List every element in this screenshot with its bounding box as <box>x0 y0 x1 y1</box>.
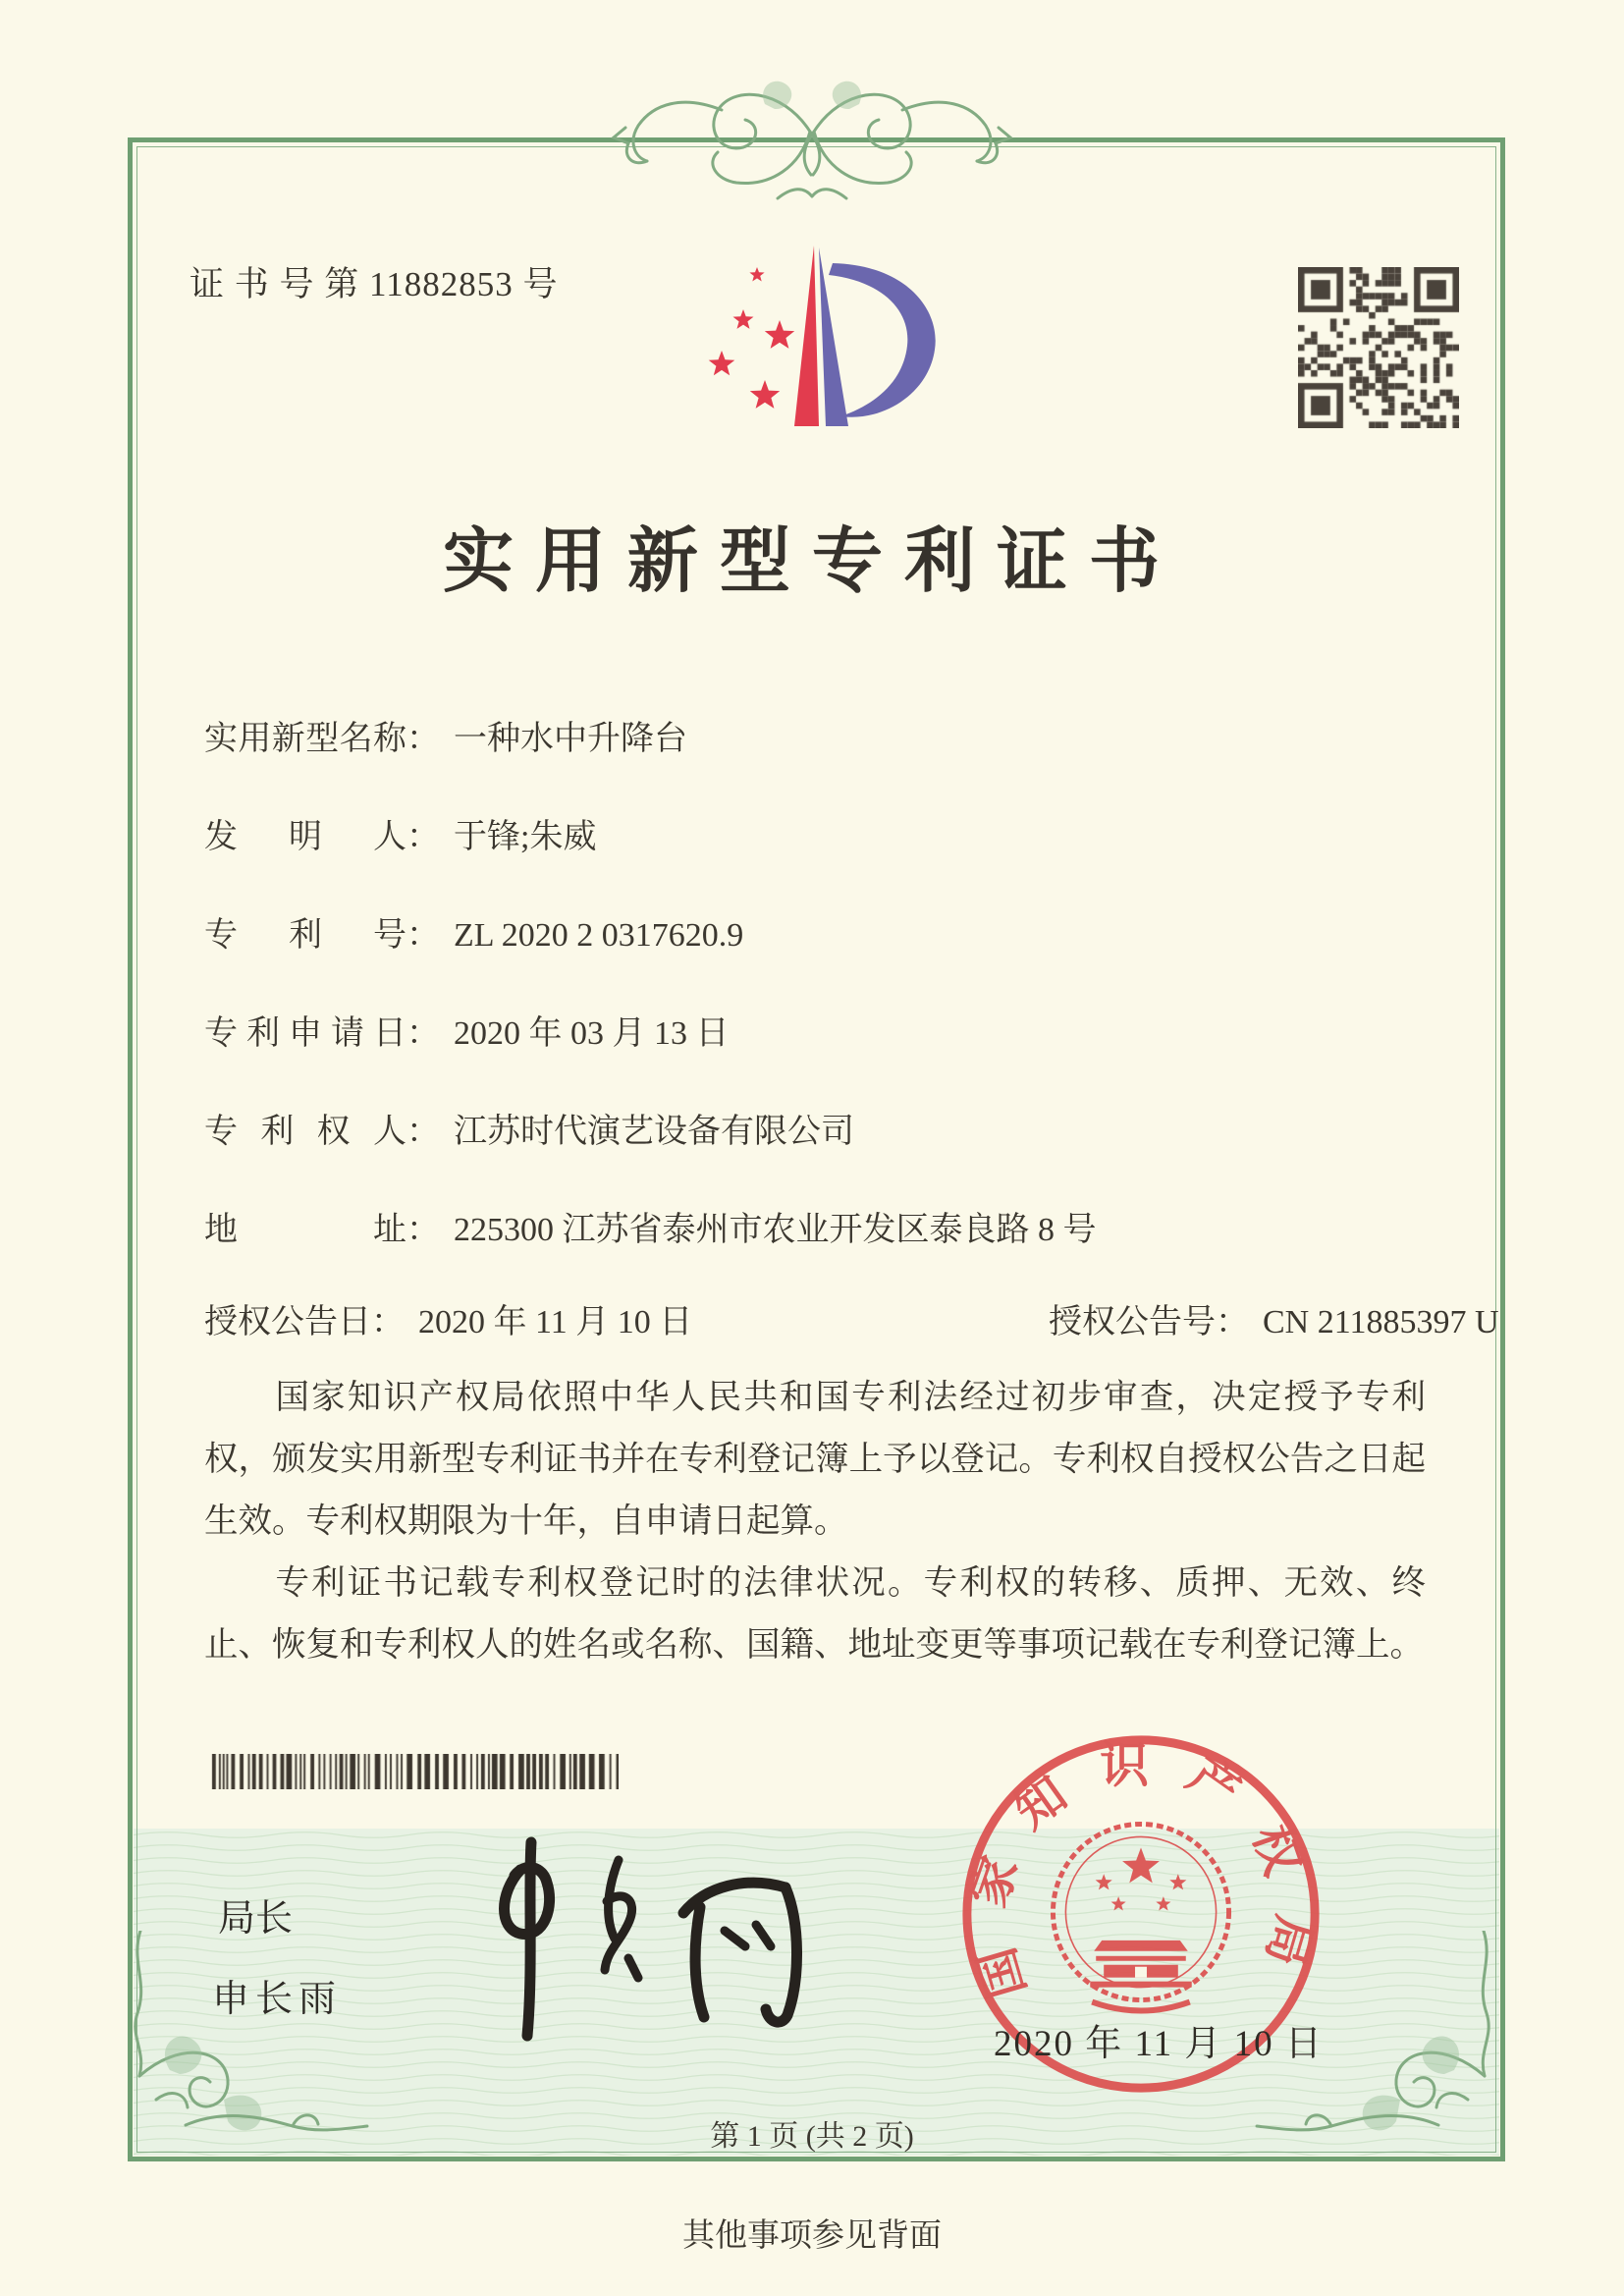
legal-text-block <box>204 1367 1426 1676</box>
qr-code <box>1298 267 1459 428</box>
commissioner-name: 申长雨 <box>212 1979 343 2020</box>
grant-date-label: 授权公告日 <box>204 1304 371 1340</box>
field-label: 专利申请日 <box>204 1015 406 1052</box>
grant-number-label: 授权公告号 <box>1049 1304 1216 1340</box>
field-value: 江苏时代演艺设备有限公司 <box>454 1114 854 1150</box>
certificate-number: 证 书 号 第 11882853 号 <box>189 265 559 303</box>
field-label: 发明人 <box>204 819 406 855</box>
seal-text: 国家知识产权局 <box>960 1738 1322 2004</box>
field-label: 实用新型名称 <box>204 721 406 757</box>
field-value: 2020 年 03 月 13 日 <box>454 1015 730 1052</box>
legal-paragraph-2: 专利证书记载专利权登记时的法律状况。专利权的转移、质押、无效、终止、恢复和专利权人的姓名或名称、国籍、地址变更等事项记载在专利登记簿上。 <box>204 1564 1426 1664</box>
field-label: 专利权人 <box>204 1114 406 1150</box>
field-value: 225300 江苏省泰州市农业开发区泰良路 8 号 <box>454 1212 1097 1248</box>
certificate-title: 实用新型专利证书 <box>442 522 1181 601</box>
grant-date-value: 2020 年 11 月 10 日 <box>418 1304 693 1340</box>
field-label: 地址 <box>204 1212 406 1248</box>
field-label: 专利号 <box>204 917 406 954</box>
field-value: 一种水中升降台 <box>454 721 687 757</box>
field-row-name: 实用新型名称： 一种水中升降台 <box>204 711 687 759</box>
field-row-grant: 授权公告日： 2020 年 11 月 10 日 授权公告号： CN 211885397 U <box>204 1304 1499 1340</box>
seal-date: 2020 年 11 月 10 日 <box>994 2024 1324 2064</box>
field-row-patentee: 专利权人： 江苏时代演艺设备有限公司 <box>204 1104 854 1152</box>
grant-number-value: CN 211885397 U <box>1263 1304 1499 1340</box>
field-row-filing-date: 专利申请日： 2020 年 03 月 13 日 <box>204 1006 730 1054</box>
field-row-inventor: 发明人： 于锋;朱威 <box>204 809 596 857</box>
page-indicator: 第 1 页 (共 2 页) <box>710 2120 914 2153</box>
cnipa-logo-icon <box>687 234 962 442</box>
field-value: ZL 2020 2 0317620.9 <box>454 917 744 954</box>
commissioner-signature-icon <box>460 1832 833 2063</box>
field-value: 于锋;朱威 <box>454 819 597 855</box>
field-row-patent-number: 专利号： ZL 2020 2 0317620.9 <box>204 907 743 956</box>
legal-paragraph-1: 国家知识产权局依照中华人民共和国专利法经过初步审查，决定授予专利权，颁发实用新型专利证书并在专利登记簿上予以登记。专利权自授权公告之日起生效。专利权期限为十年，自申请日起算。 <box>204 1379 1426 1540</box>
field-row-address: 地址： 225300 江苏省泰州市农业开发区泰良路 8 号 <box>204 1202 1097 1250</box>
commissioner-title: 局长 <box>218 1898 294 1940</box>
back-note: 其他事项参见背面 <box>682 2218 942 2254</box>
barcode <box>211 1754 619 1789</box>
